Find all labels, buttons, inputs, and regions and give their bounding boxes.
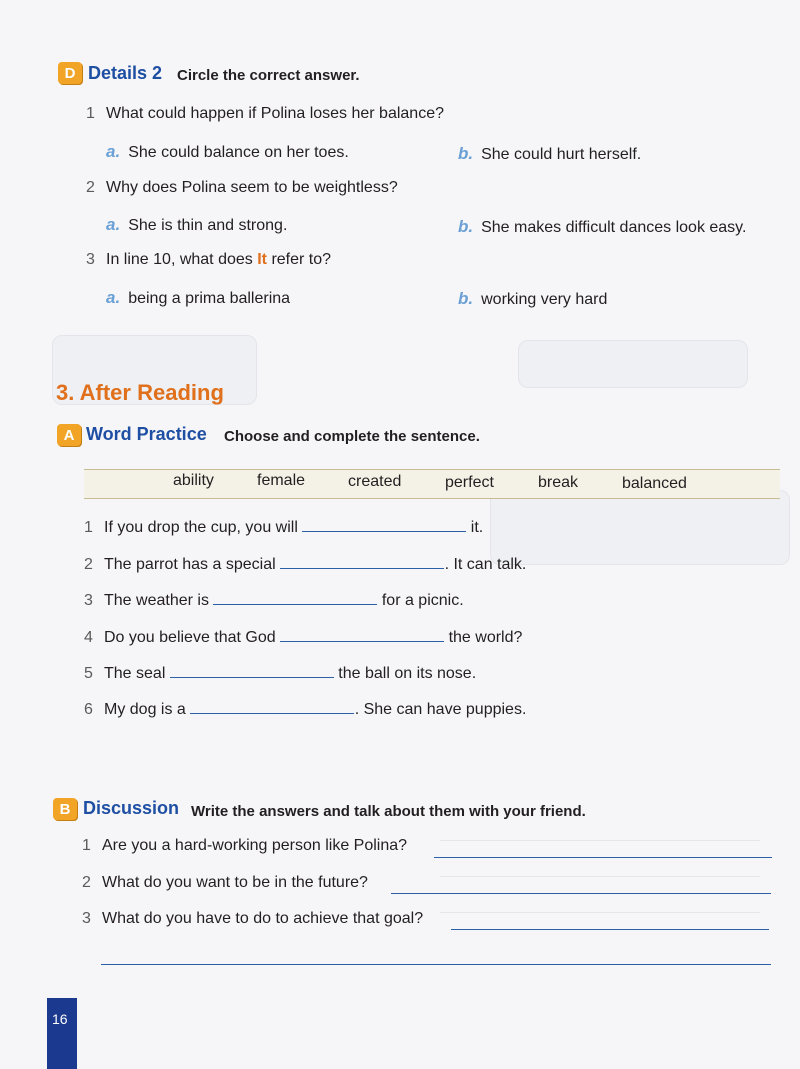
word-practice-instruction: Choose and complete the sentence. [224,428,480,445]
discussion-question-2 [82,874,368,892]
fill-in-blank[interactable] [190,700,354,714]
page-footer-bar [47,998,77,1069]
section-d-badge: D [58,62,82,84]
option-letter-b: b. [458,217,474,236]
word-bank-item: break [538,474,579,491]
sentence-number: 1 [84,519,93,536]
after-reading-title: 3. After Reading [56,380,224,405]
details-title: Details 2 [88,63,163,83]
sentence-text: My dog is a [104,701,186,718]
option-text: being a prima ballerina [128,290,291,307]
page-number: 16 [52,1011,68,1027]
answer-line-3[interactable] [451,929,769,930]
discussion-question-3 [82,910,423,928]
question-number: 1 [86,105,95,122]
sentence-text: for a picnic. [381,592,464,609]
fill-in-blank[interactable] [170,664,334,678]
answer-line-4[interactable] [101,964,771,965]
fill-in-blank[interactable] [280,555,444,569]
answer-line-1[interactable] [434,857,772,858]
details-q1-option-a[interactable] [106,142,349,162]
sentence-text: the world? [448,629,523,646]
section-b-badge: B [53,798,77,820]
sentence-number: 2 [84,556,93,573]
sentence-5 [84,664,476,683]
discussion-instruction: Write the answers and talk about them with your friend. [191,803,586,820]
details-q3-option-b[interactable] [458,289,607,309]
sentence-text: The parrot has a special [104,556,276,573]
fill-in-blank[interactable] [280,628,444,642]
option-letter-b: b. [458,144,474,163]
question-text: In line 10, what does [106,251,253,268]
sentence-3 [84,591,464,610]
details-q1-option-b[interactable] [458,144,641,164]
section-a-badge: A [57,424,81,446]
sentence-number: 5 [84,665,93,682]
word-practice-title: Word Practice [86,424,207,444]
sentence-number: 4 [84,629,93,646]
word-bank-item: balanced [622,475,687,492]
sentence-number: 6 [84,701,93,718]
sentence-1 [84,518,483,537]
bleed-through-box [490,490,790,565]
question-number: 3 [86,251,95,268]
bleed-through-box [518,340,748,388]
fill-in-blank[interactable] [302,518,466,532]
bleed-through-line [440,912,760,913]
word-bank-item: perfect [445,474,494,491]
word-bank-item: female [257,472,306,489]
bleed-through-line [440,840,760,841]
sentence-text: The weather is [104,592,209,609]
discussion-title: Discussion [83,798,180,818]
highlighted-word: It [257,251,267,268]
word-bank-item: created [348,473,402,490]
details-question-3 [86,251,331,269]
sentence-text: If you drop the cup, you will [104,519,298,536]
question-number: 2 [82,874,91,891]
sentence-text: . She can have puppies. [354,701,527,718]
answer-line-2[interactable] [391,893,771,894]
question-number: 3 [82,910,91,927]
question-text: Why does Polina seem to be weightless? [106,179,398,196]
question-number: 2 [86,179,95,196]
option-letter-a: a. [106,288,121,307]
bleed-through-line [440,876,760,877]
sentence-text: . It can talk. [444,556,527,573]
question-number: 1 [82,837,91,854]
option-letter-a: a. [106,142,121,161]
question-text: Are you a hard-working person like Polina? [102,837,408,854]
details-q2-option-b[interactable] [458,217,746,237]
sentence-text: Do you believe that God [104,629,276,646]
sentence-number: 3 [84,592,93,609]
word-bank-item: ability [173,472,214,489]
option-text: working very hard [481,291,608,308]
option-text: She could balance on her toes. [128,144,349,161]
sentence-text: The seal [104,665,166,682]
details-question-1 [86,105,444,123]
sentence-2 [84,555,526,574]
sentence-text: it. [470,519,484,536]
option-letter-b: b. [458,289,474,308]
question-text: What do you have to do to achieve that goal? [102,910,424,927]
question-text: What do you want to be in the future? [102,874,368,891]
option-letter-a: a. [106,215,121,234]
details-question-2 [86,179,398,197]
option-text: She makes difficult dances look easy. [481,219,747,236]
option-text: She could hurt herself. [481,146,642,163]
fill-in-blank[interactable] [213,591,377,605]
option-text: She is thin and strong. [128,217,288,234]
discussion-question-1 [82,837,407,855]
details-q2-option-a[interactable] [106,215,287,235]
details-q3-option-a[interactable] [106,288,290,308]
question-text: What could happen if Polina loses her balance? [106,105,444,122]
question-text: refer to? [271,251,332,268]
details-instruction: Circle the correct answer. [177,67,360,84]
sentence-4 [84,628,522,647]
sentence-text: the ball on its nose. [338,665,477,682]
sentence-6 [84,700,526,719]
